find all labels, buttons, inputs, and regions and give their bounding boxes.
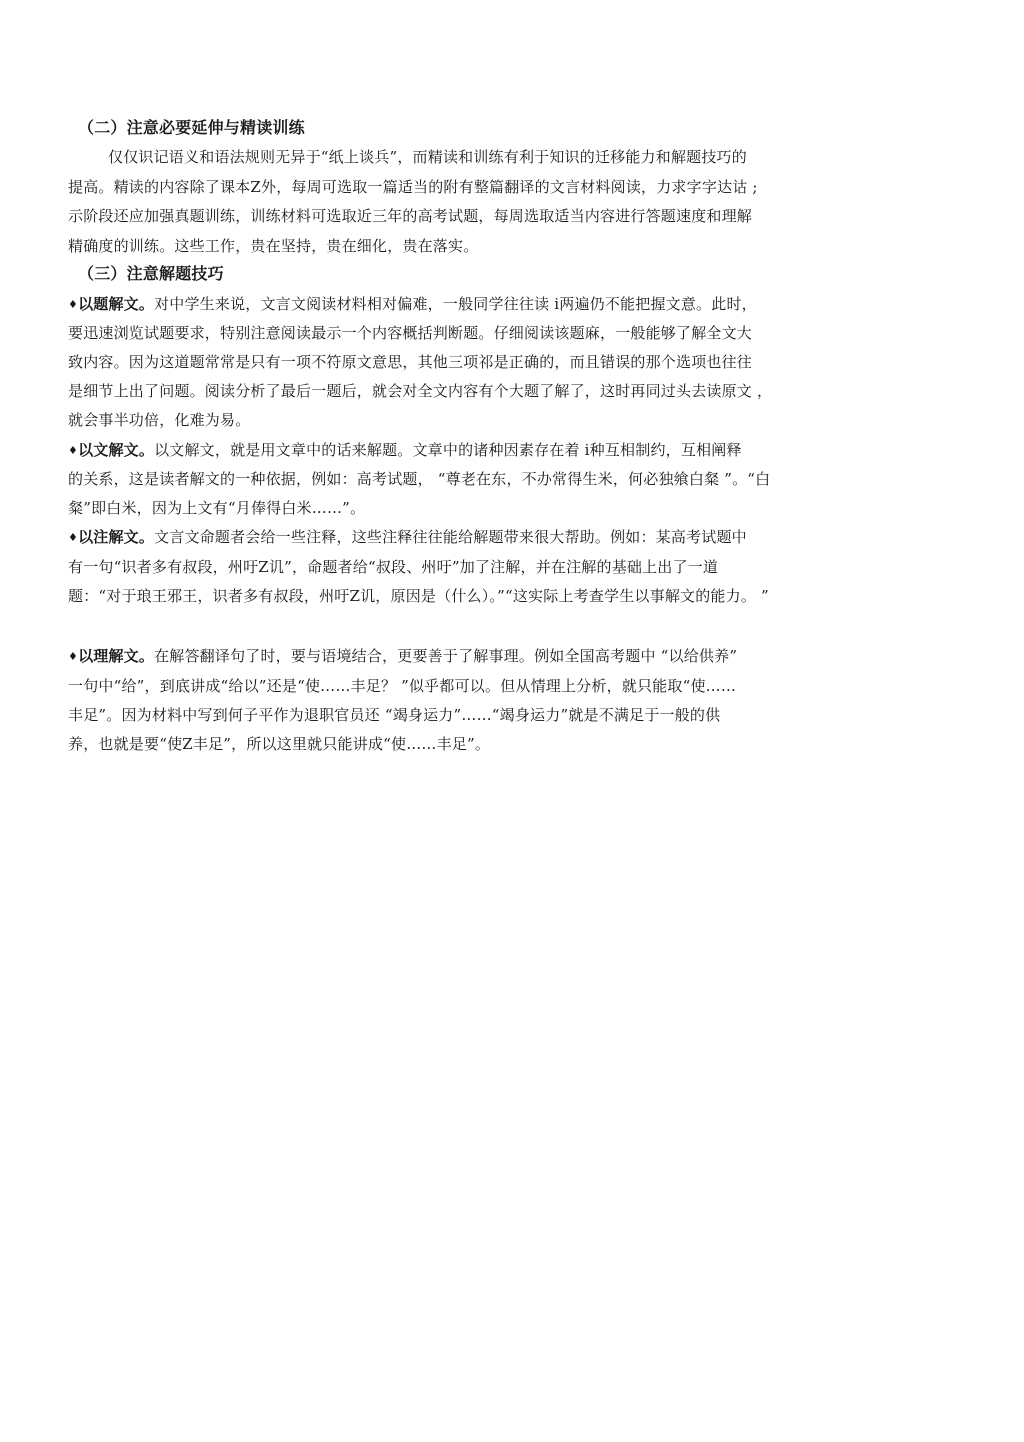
tip-lead: 以题解文。 [78, 295, 155, 313]
tip-lead: 以理解文。 [78, 647, 155, 665]
paragraph-line: 提高。精读的内容除了课本Z外，每周可选取一篇适当的附有整篇翻译的文言材料阅读，力求字字达诂 ; [68, 178, 758, 196]
paragraph-line: 丰足”。因为材料中写到何子平作为退职官员还 “竭身运力”……“竭身运力”就是不满足于一般的供 [68, 706, 721, 724]
paragraph-line: 示阶段还应加强真题训练，训练材料可选取近三年的高考试题，每周选取适当内容进行答题速度和理解 [68, 207, 753, 225]
paragraph-line: 是细节上出了问题。阅读分析了最后一题后，就会对全文内容有个大题了解了，这时再同过头去读原文 ， [68, 382, 773, 400]
paragraph-line: 要迅速浏览试题要求，特别注意阅读最示一个内容概括判断题。仔细阅读该题麻，一般能够了解全文大 [68, 324, 753, 342]
paragraph-line: 一句中“给”，到底讲成“给以”还是“使……丰足？ ”似乎都可以。但从情理上分析，就只能取“使…… [68, 677, 737, 695]
paragraph-line: 养，也就是要“使Z丰足”，所以这里就只能讲成“使……丰足”。 [68, 735, 491, 753]
tip-text: 对中学生来说，文言文阅读材料相对偏难，一般同学往往读 i两遍仍不能把握文意。此时， [154, 295, 757, 313]
paragraph-line: 的关系，这是读者解文的一种依据，例如：高考试题， “尊老在东，不办常得生米，何必独飨白粲 ”。“白 [68, 470, 771, 488]
tip-first-line [68, 527, 747, 549]
tip-lead: 以文解文。 [78, 441, 155, 459]
bullet-diamond-icon: ♦ [68, 650, 79, 663]
tip-first-line [68, 294, 757, 316]
paragraph-line: 精确度的训练。这些工作，贵在坚持，贵在细化，贵在落实。 [68, 237, 479, 255]
bullet-diamond-icon: ♦ [68, 444, 79, 457]
paragraph-line: 仅仅识记语义和语法规则无异于“纸上谈兵”，而精读和训练有利于知识的迁移能力和解题技巧的 [108, 148, 747, 166]
bullet-diamond-icon: ♦ [68, 531, 79, 544]
bullet-diamond-icon: ♦ [68, 298, 79, 311]
tip-first-line [68, 646, 737, 668]
section-heading: （二）注意必要延伸与精读训练 [78, 118, 305, 137]
section-heading: （三）注意解题技巧 [78, 264, 224, 283]
tip-lead: 以注解文。 [78, 528, 155, 546]
paragraph-line: 就会事半功倍，化难为易。 [68, 411, 251, 429]
tip-text: 文言文命题者会给一些注释，这些注释往往能给解题带来很大帮助。例如：某高考试题中 [154, 528, 747, 546]
tip-text: 以文解文，就是用文章中的话来解题。文章中的诸种因素存在着 i种互相制约，互相阐释 [154, 441, 742, 459]
tip-first-line [68, 440, 742, 462]
paragraph-line: 有一句“识者多有叔段，州吁Z讥”，命题者给“叔段、州吁”加了注解，并在注解的基础上出了一道 [68, 558, 719, 576]
paragraph-line: 粲”即白米，因为上文有“月俸得白米……”。 [68, 499, 366, 517]
tip-text: 在解答翻译句了时，要与语境结合，更要善于了解事理。例如全国高考题中 “以给供养” [154, 647, 738, 665]
paragraph-line: 致内容。因为这道题常常是只有一项不符原文意思，其他三项祁是正确的，而且错误的那个选项也往往 [68, 353, 753, 371]
paragraph-line: 题：“对于琅王邪王，识者多有叔段，州吁Z讥，原因是（什么）。”“这实际上考查学生以事解文的能力。 ” [68, 587, 769, 605]
